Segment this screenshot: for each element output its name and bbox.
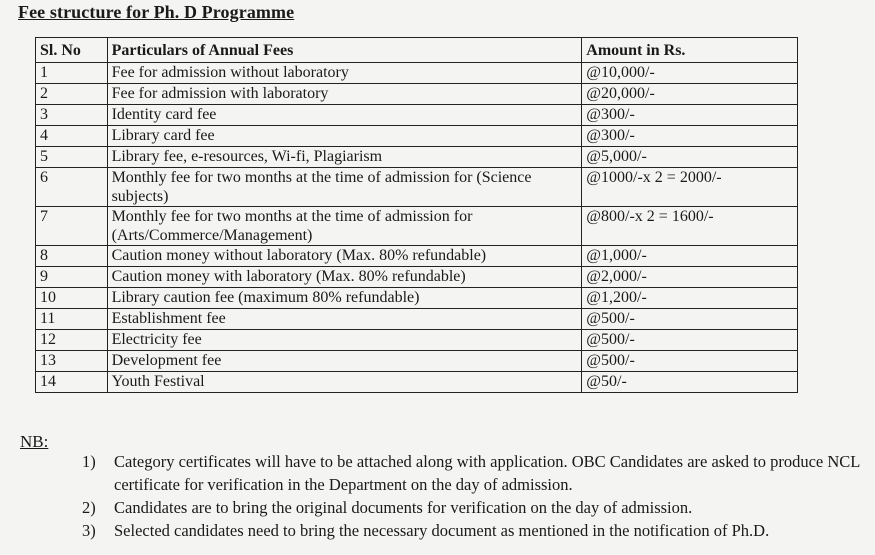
cell-particular: Caution money without laboratory (Max. 80% refundable)	[107, 246, 582, 267]
note-item	[82, 450, 867, 496]
cell-amount: @20,000/-	[582, 84, 798, 105]
table-row	[36, 63, 798, 84]
cell-sl-no: 6	[36, 168, 108, 207]
fee-table	[35, 37, 798, 393]
cell-sl-no: 5	[36, 147, 108, 168]
cell-sl-no: 4	[36, 126, 108, 147]
note-number: 3)	[82, 521, 96, 540]
cell-sl-no: 1	[36, 63, 108, 84]
fee-table-body	[36, 63, 798, 393]
table-row	[36, 351, 798, 372]
table-row	[36, 207, 798, 246]
cell-sl-no: 10	[36, 288, 108, 309]
cell-amount: @500/-	[582, 351, 798, 372]
cell-amount: @1,000/-	[582, 246, 798, 267]
table-row	[36, 267, 798, 288]
cell-sl-no: 12	[36, 330, 108, 351]
table-row	[36, 372, 798, 393]
table-row	[36, 288, 798, 309]
cell-amount: @500/-	[582, 330, 798, 351]
table-row	[36, 126, 798, 147]
cell-amount: @50/-	[582, 372, 798, 393]
cell-sl-no: 11	[36, 309, 108, 330]
table-row	[36, 105, 798, 126]
table-row	[36, 168, 798, 207]
cell-particular: Monthly fee for two months at the time of admission for (Science subjects)	[107, 168, 582, 207]
cell-particular: Monthly fee for two months at the time of admission for (Arts/Commerce/Management)	[107, 207, 582, 246]
notes-list	[82, 450, 867, 542]
cell-particular: Fee for admission with laboratory	[107, 84, 582, 105]
cell-sl-no: 3	[36, 105, 108, 126]
nb-label: NB:	[20, 432, 49, 451]
cell-particular: Youth Festival	[107, 372, 582, 393]
table-header-row	[36, 38, 798, 63]
note-number: 1)	[82, 452, 96, 471]
table-row	[36, 330, 798, 351]
cell-particular: Development fee	[107, 351, 582, 372]
note-text: Selected candidates need to bring the necessary document as mentioned in the notification of Ph.D.	[114, 521, 770, 540]
cell-particular: Identity card fee	[107, 105, 582, 126]
cell-particular: Electricity fee	[107, 330, 582, 351]
header-amount: Amount in Rs.	[582, 38, 798, 63]
table-row	[36, 147, 798, 168]
note-text: Candidates are to bring the original documents for verification on the day of admission.	[114, 498, 693, 517]
cell-particular: Library caution fee (maximum 80% refundable)	[107, 288, 582, 309]
cell-amount: @300/-	[582, 126, 798, 147]
cell-sl-no: 14	[36, 372, 108, 393]
cell-amount: @500/-	[582, 309, 798, 330]
cell-particular: Library card fee	[107, 126, 582, 147]
note-item	[82, 519, 867, 542]
cell-amount: @300/-	[582, 105, 798, 126]
page-title: Fee structure for Ph. D Programme	[18, 2, 295, 22]
note-item	[82, 496, 867, 519]
cell-amount: @2,000/-	[582, 267, 798, 288]
note-number: 2)	[82, 498, 96, 517]
header-particulars: Particulars of Annual Fees	[107, 38, 582, 63]
table-row	[36, 309, 798, 330]
cell-amount: @800/-x 2 = 1600/-	[582, 207, 798, 246]
cell-sl-no: 9	[36, 267, 108, 288]
cell-particular: Library fee, e-resources, Wi-fi, Plagiarism	[107, 147, 582, 168]
cell-sl-no: 2	[36, 84, 108, 105]
cell-sl-no: 7	[36, 207, 108, 246]
table-row	[36, 84, 798, 105]
cell-amount: @5,000/-	[582, 147, 798, 168]
note-text: Category certificates will have to be attached along with application. OBC Candidates are asked to produce NCL certificate for verification in the Department on the day of admission.	[114, 452, 860, 494]
header-sl-no: Sl. No	[36, 38, 108, 63]
cell-sl-no: 13	[36, 351, 108, 372]
cell-particular: Caution money with laboratory (Max. 80% refundable)	[107, 267, 582, 288]
cell-particular: Establishment fee	[107, 309, 582, 330]
cell-amount: @1000/-x 2 = 2000/-	[582, 168, 798, 207]
cell-particular: Fee for admission without laboratory	[107, 63, 582, 84]
cell-amount: @10,000/-	[582, 63, 798, 84]
cell-sl-no: 8	[36, 246, 108, 267]
table-row	[36, 246, 798, 267]
cell-amount: @1,200/-	[582, 288, 798, 309]
